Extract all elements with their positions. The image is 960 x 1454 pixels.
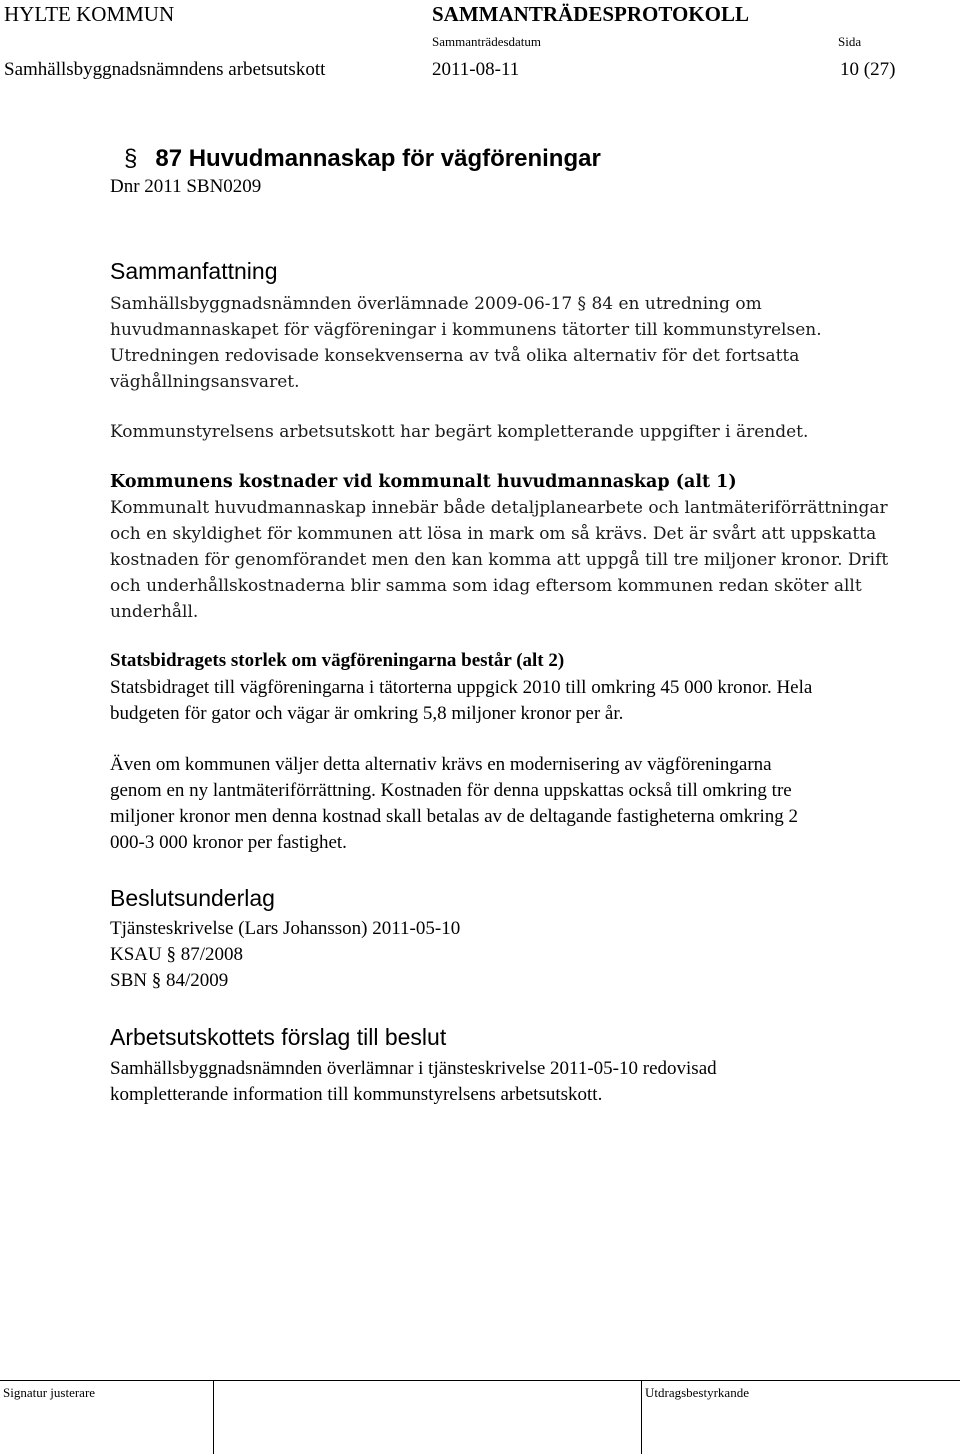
alt1-paragraph <box>110 495 888 625</box>
alt1-line: Kommunalt huvudmannaskap innebär både detaljplanearbete och lantmäteriförrättningar <box>110 498 888 518</box>
summary-line: huvudmannaskapet för vägföreningar i kommunens tätorter till kommunstyrelsen. <box>110 320 822 340</box>
date-label: Sammanträdesdatum <box>432 34 542 49</box>
item-title-row <box>124 145 601 173</box>
meeting-date: 2011-08-11 <box>432 59 520 80</box>
item-title: 87 Huvudmannaskap för vägföreningar <box>155 145 601 172</box>
alt2-line: 000-3 000 kronor per fastighet. <box>110 832 347 853</box>
extract-label: Utdragsbestyrkande <box>645 1385 749 1400</box>
proposal-paragraph <box>110 1056 717 1108</box>
alt2-heading: Statsbidragets storlek om vägföreningarna består (alt 2) <box>110 650 565 671</box>
proposal-line: Samhällsbyggnadsnämnden överlämnar i tjänsteskrivelse 2011-05-10 redovisad <box>110 1058 717 1079</box>
page-label: Sida <box>838 34 862 49</box>
summary-heading: Sammanfattning <box>110 258 278 284</box>
document-type: SAMMANTRÄDESPROTOKOLL <box>432 2 749 26</box>
alt2-line: Även om kommunen väljer detta alternativ krävs en modernisering av vägföreningarna <box>110 754 772 775</box>
alt2-line: Statsbidraget till vägföreningarna i tätorterna uppgick 2010 till omkring 45 000 kronor. Hela <box>110 677 813 698</box>
footer-divider-2 <box>641 1380 642 1454</box>
signature-label: Signatur justerare <box>3 1385 96 1400</box>
summary-line: Samhällsbyggnadsnämnden överlämnade 2009-06-17 § 84 en utredning om <box>110 294 762 314</box>
alt2-paragraph-2 <box>110 752 798 856</box>
alt2-line: budgeten för gator och vägar är omkring 5,8 miljoner kronor per år. <box>110 703 624 724</box>
proposal-heading: Arbetsutskottets förslag till beslut <box>110 1024 447 1050</box>
alt2-line: genom en ny lantmäteriförrättning. Kostnaden för denna uppskattas också till omkring tre <box>110 780 792 801</box>
alt1-line: och en skyldighet för kommunen att lösa in mark om så krävs. Det är svårt att uppskatta <box>110 524 877 544</box>
dnr: Dnr 2011 SBN0209 <box>110 176 262 197</box>
basis-item: Tjänsteskrivelse (Lars Johansson) 2011-05-10 <box>110 918 461 939</box>
alt1-line: kostnaden för genomförandet men den kan komma att uppgå till tre miljoner kronor. Drift <box>110 550 889 570</box>
basis-item: SBN § 84/2009 <box>110 970 229 991</box>
proposal-line: kompletterande information till kommunstyrelsens arbetsutskott. <box>110 1084 603 1105</box>
committee-name: Samhällsbyggnadsnämndens arbetsutskott <box>4 59 326 80</box>
alt1-line: och underhållskostnaderna blir samma som idag eftersom kommunen redan sköter allt <box>110 576 862 596</box>
page-number: 10 (27) <box>840 59 896 80</box>
alt2-line: miljoner kronor men denna kostnad skall betalas av de deltagande fastigheterna omkring 2 <box>110 806 799 827</box>
summary-line: Utredningen redovisade konsekvenserna av två olika alternativ för det fortsatta <box>110 346 800 366</box>
alt1-line: underhåll. <box>110 602 199 622</box>
basis-item: KSAU § 87/2008 <box>110 944 244 965</box>
basis-list <box>110 916 460 994</box>
summary-line: väghållningsansvaret. <box>110 372 300 392</box>
summary-followup: Kommunstyrelsens arbetsutskott har begärt kompletterande uppgifter i ärendet. <box>110 422 809 442</box>
footer-top-rule <box>0 1380 960 1381</box>
org-name: HYLTE KOMMUN <box>4 2 175 26</box>
footer-divider-1 <box>213 1380 214 1454</box>
alt1-heading: Kommunens kostnader vid kommunalt huvudmannaskap (alt 1) <box>110 472 737 492</box>
summary-paragraph <box>110 291 822 395</box>
section-mark: § <box>124 145 138 172</box>
basis-heading: Beslutsunderlag <box>110 885 275 911</box>
alt2-paragraph <box>110 675 812 727</box>
